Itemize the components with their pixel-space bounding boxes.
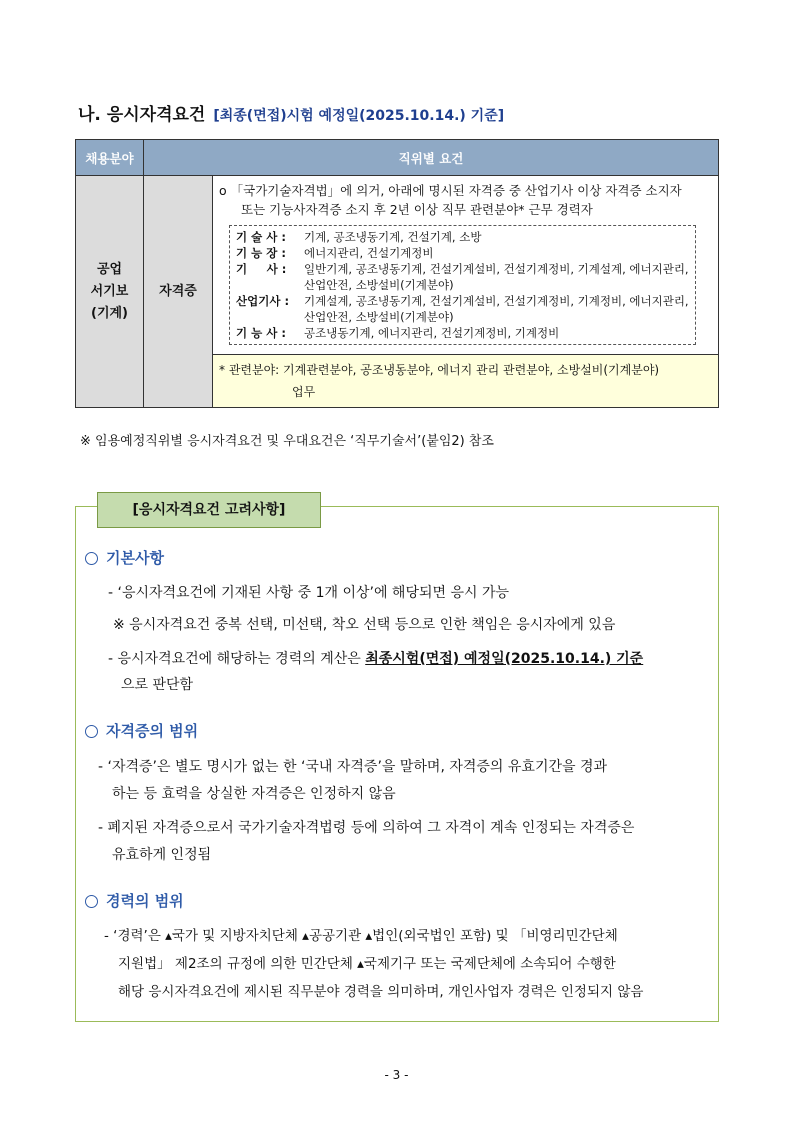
qualification-row: 기 술 사 : 기계, 공조냉동기계, 건설기계, 소방 bbox=[236, 230, 482, 244]
requirement-cell bbox=[213, 176, 719, 355]
col-header-requirements: 직위별 요건 bbox=[144, 140, 719, 176]
license-item-cont: 유효하게 인정됨 bbox=[112, 847, 212, 863]
heading-title: 나. 응시자격요건 bbox=[78, 105, 206, 125]
circle-icon bbox=[85, 725, 98, 738]
field-line: 공업 bbox=[96, 261, 123, 277]
bullet-line: 또는 기능사자격증 소지 후 2년 이상 직무 관련분야* 근무 경력자 bbox=[241, 202, 593, 217]
section-heading bbox=[78, 100, 504, 125]
requirement-bullet bbox=[219, 181, 712, 219]
category-cell: 자격증 bbox=[144, 176, 213, 408]
basics-item: - ‘응시자격요건에 기재된 사항 중 1개 이상’에 해당되면 응시 가능 bbox=[108, 585, 510, 601]
highlight-date: 최종시험(면접) 예정일(2025.10.14.) 기준 bbox=[365, 651, 644, 667]
qualification-row: 기 사 : 일반기계, 공조냉동기계, 건설기계설비, 건설기계정비, 기계설계, 에너지관리, 산업안전, 소방설비(기계분야) bbox=[236, 262, 689, 292]
considerations-title: [응시자격요건 고려사항] bbox=[97, 492, 321, 528]
note-line: 업무 bbox=[292, 385, 316, 399]
bullet-line: o 「국가기술자격법」에 의거, 아래에 명시된 자격증 중 산업기사 이상 자격증 소지자 bbox=[219, 183, 682, 198]
heading-subtitle: [최종(면접)시험 예정일(2025.10.14.) 기준] bbox=[213, 108, 505, 124]
license-item: - ‘자격증’은 별도 명시가 없는 한 ‘국내 자격증’을 말하며, 자격증의 유효기간을 경과 bbox=[98, 759, 608, 775]
reference-remark: ※ 임용예정직위별 응시자격요건 및 우대요건은 ‘직무기술서’(붙임2) 참조 bbox=[80, 434, 494, 449]
section-basics-title: 기본사항 bbox=[85, 547, 164, 568]
field-line: (기계) bbox=[91, 305, 128, 321]
career-item: - ‘경력’은 ▴국가 및 지방자치단체 ▴공공기관 ▴법인(외국법인 포함) 및 「비영리민간단체 bbox=[104, 928, 618, 944]
qualification-row: 기 능 장 : 에너지관리, 건설기계정비 bbox=[236, 246, 434, 260]
license-item-cont: 하는 등 효력을 상실한 자격증은 인정하지 않음 bbox=[112, 786, 396, 802]
section-license-title: 자격증의 범위 bbox=[85, 720, 198, 741]
section-career-title: 경력의 범위 bbox=[85, 890, 184, 911]
field-cell bbox=[76, 176, 144, 408]
related-field-note bbox=[213, 355, 719, 408]
license-item: - 폐지된 자격증으로서 국가기술자격법령 등에 의하여 그 자격이 계속 인정되는 자격증은 bbox=[98, 820, 635, 836]
field-line: 서기보 bbox=[90, 283, 129, 299]
page-number: - 3 - bbox=[384, 1068, 409, 1082]
qualification-list bbox=[229, 225, 696, 345]
basics-item: - 응시자격요건에 해당하는 경력의 계산은 최종시험(면접) 예정일(2025.10.14.) 기준 bbox=[108, 651, 644, 667]
qualification-row: 산업기사 : 기계설계, 공조냉동기계, 건설기계설비, 건설기계정비, 기계정비, 에너지관리, 산업안전, 소방설비(기계분야) bbox=[236, 294, 689, 324]
career-item-cont: 해당 응시자격요건에 제시된 직무분야 경력을 의미하며, 개인사업자 경력은 인정되지 않음 bbox=[118, 984, 644, 1000]
qualification-row: 기 능 사 : 공조냉동기계, 에너지관리, 건설기계정비, 기계정비 bbox=[236, 326, 560, 340]
circle-icon bbox=[85, 895, 98, 908]
basics-remark: ※ 응시자격요건 중복 선택, 미선택, 착오 선택 등으로 인한 책임은 응시자에게 있음 bbox=[113, 617, 616, 633]
circle-icon bbox=[85, 552, 98, 565]
career-item-cont: 지원법」 제2조의 규정에 의한 민간단체 ▴국제기구 또는 국제단체에 소속되어 수행한 bbox=[118, 956, 616, 972]
requirements-table bbox=[75, 139, 719, 408]
basics-item-cont: 으로 판단함 bbox=[121, 677, 194, 693]
col-header-field: 채용분야 bbox=[76, 140, 144, 176]
note-line: * 관련분야: 기계관련분야, 공조냉동분야, 에너지 관리 관련분야, 소방설비(기계분야) bbox=[219, 363, 660, 377]
